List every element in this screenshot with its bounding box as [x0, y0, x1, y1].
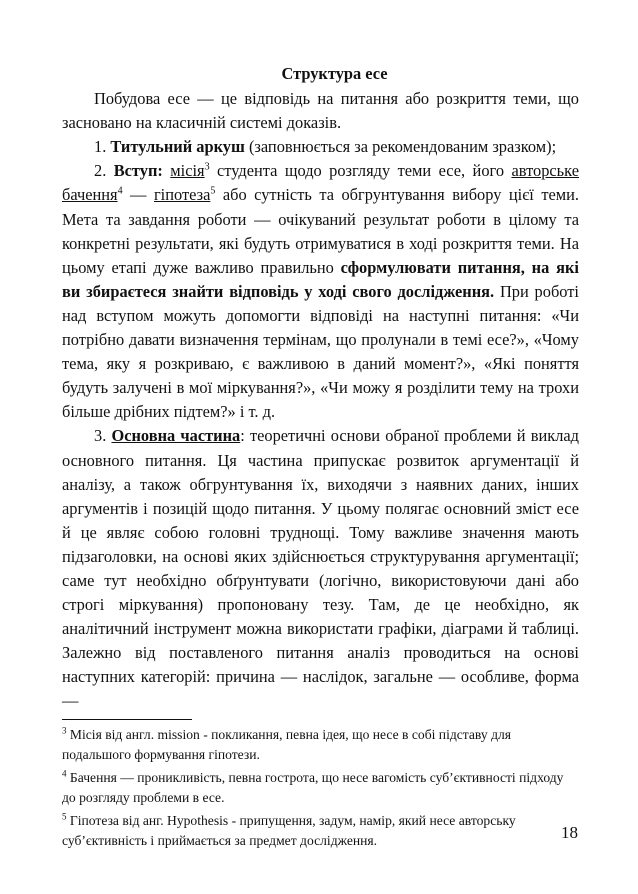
item-number: 2. — [94, 161, 114, 181]
footnote-text: Місія від англ. mission - покликання, певна ідея, що несе в собі підставу для подальшого формування гіпотези. — [62, 726, 512, 763]
paragraph-intro: Побудова есе — це відповідь на питання або розкриття теми, що засновано на класичній системі доказів. — [62, 89, 579, 133]
footnote-divider — [62, 719, 192, 720]
footnote-ref-4: 4 — [117, 186, 123, 197]
section-title: Структура есе — [281, 64, 388, 83]
item-text: При роботі над вступом можуть допомогти відповіді на наступні питання: «Чи потрібно давати визначення термінам, що пролунали в темі есе?», «Чому тема, яку я розкриваю, є важливою в даний момент?», «Які поняття будуть залучені в мої міркування?», «Чи можу я розділити тему на трохи більше дрібних підтем?» і т. д. — [62, 281, 579, 422]
item-heading: Основна частина — [111, 426, 241, 446]
item-text: : теоретичні основи обраної проблеми й виклад основного питання. Ця частина припускає розвиток аргументації й аналізу, а також обгрунтування їх, виходячи з наявних даних, інших аргументів і позицій щодо питання. У цьому полягає основний зміст есе й це являє собою головні труднощі. Тому важливе значення мають підзаголовки, на основі яких здійснюється структурування аргументації; саме тут необхідно обґрунтувати (логічно, використовуючи дані або строгі міркування) пропоновану тезу. Там, де це необхідно, як аналітичний інструмент можна використати графіки, діаграми й таблиці. Залежно від поставленого питання аналіз проводиться на основі наступних категорій: причина — наслідок, загальне — особливе, форма — — [62, 426, 580, 711]
footnote-number: 4 — [62, 768, 67, 778]
item-text: студента щодо розгляду теми есе, його — [209, 161, 512, 181]
term-missia: місія — [170, 161, 205, 181]
term-bachennia: авторське бачення — [62, 161, 579, 205]
emphasis-text: сформулювати питання, на які ви збираєтеся знайти відповідь у ході свого дослідження. — [62, 257, 579, 301]
document-page — [62, 62, 579, 854]
paragraph-title-page — [62, 135, 579, 159]
item-text: або сутність та обгрунтування вибору цієї теми. Мета та завдання роботи — очікуваний результат роботи в цілому та конкретні результати, які будуть отримуватися в ході розкриття теми. На цьому етапі дуже важливо правильно — [62, 185, 579, 277]
item-number: 1. — [94, 137, 111, 157]
footnote-ref-3: 3 — [204, 161, 210, 173]
footnote-number: 3 — [62, 725, 67, 735]
item-number: 3. — [94, 426, 112, 446]
footnote-number: 5 — [62, 811, 67, 821]
paragraph-introduction — [62, 159, 579, 424]
item-heading: Вступ: — [113, 161, 163, 181]
paragraph-main-part — [62, 424, 579, 713]
footnote-5 — [62, 811, 579, 852]
item-text: (заповнюється за рекомендованим зразком); — [244, 137, 557, 157]
item-text: — — [122, 185, 154, 205]
footnote-ref-5: 5 — [210, 186, 216, 197]
term-hipoteza: гіпотеза — [153, 185, 211, 205]
footnote-4 — [62, 768, 579, 809]
page-number: 18 — [561, 823, 578, 842]
footnote-text: Бачення — проникливість, певна гострота, що несе вагомість суб’єктивності підходу до розгляду проблеми в есе. — [62, 769, 564, 806]
item-heading: Титульний аркуш — [110, 137, 245, 157]
footnote-3 — [62, 725, 579, 766]
footnote-text: Гіпотеза від анг. Hypothesis - припущення, задум, намір, який несе авторську суб’єктивність і приймається за предмет дослідження. — [62, 812, 516, 849]
